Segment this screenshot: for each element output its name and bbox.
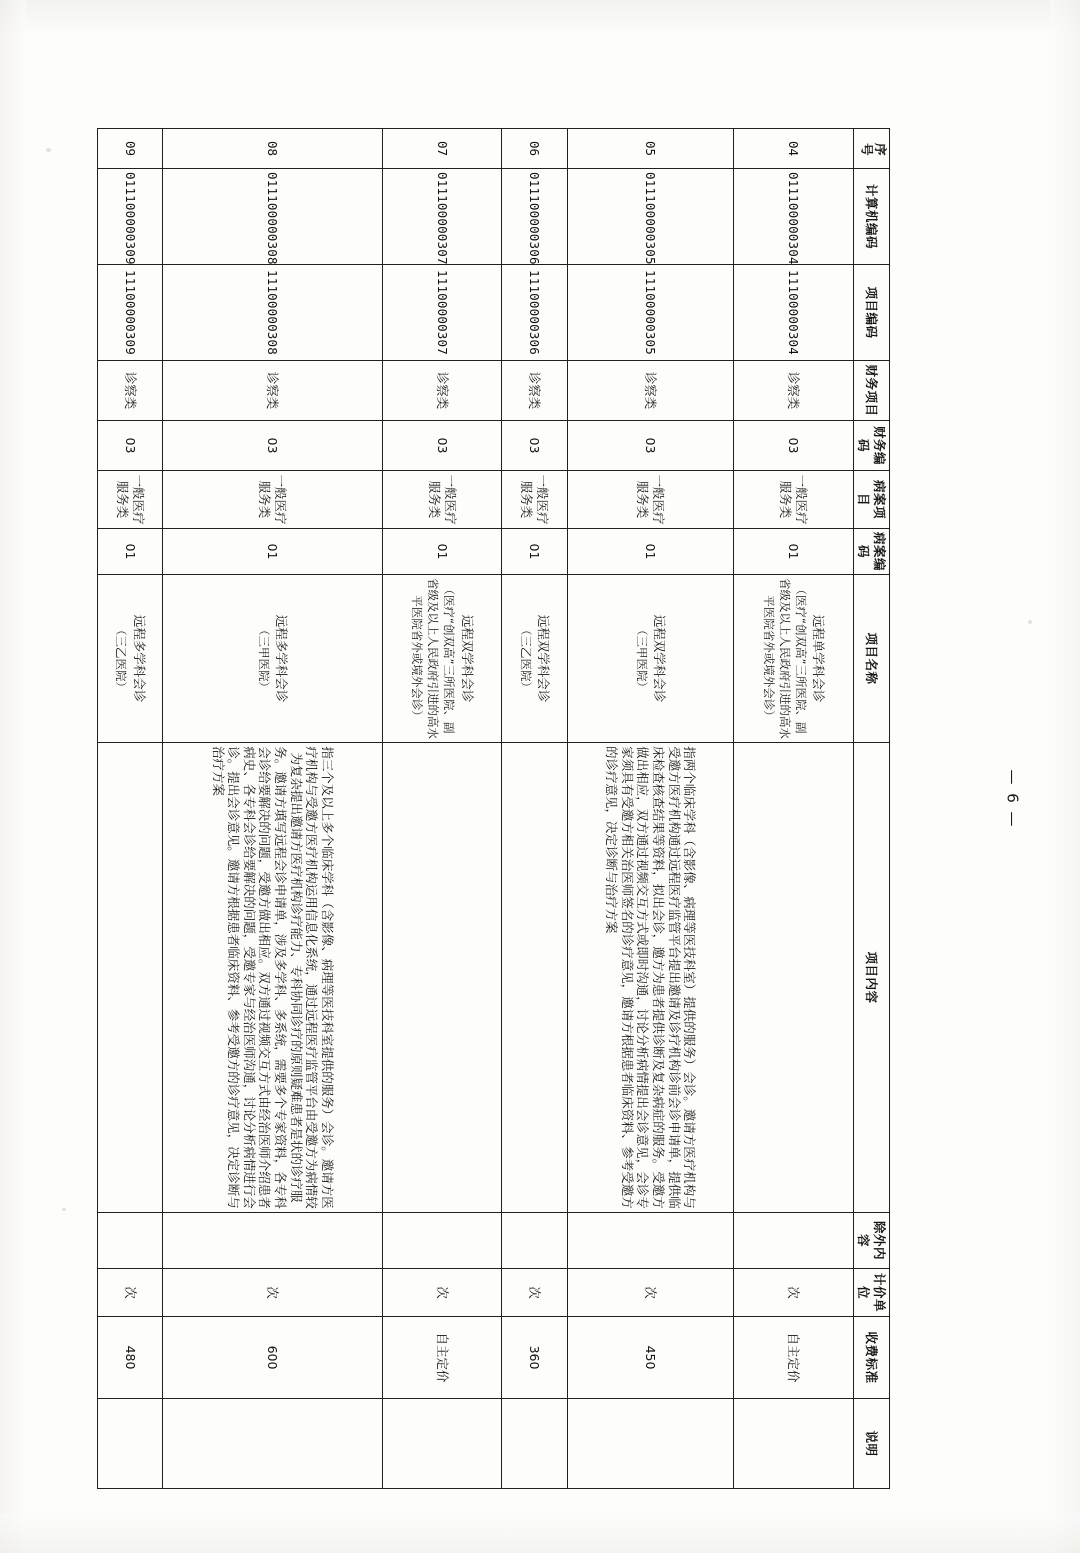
cell-price-standard: 450 <box>567 1317 734 1399</box>
header-item-name-label: 项目名称 <box>864 632 880 685</box>
item-name-main: 远程多学科会诊 <box>274 614 290 703</box>
cell-exclude-content <box>502 1213 567 1269</box>
header-item-content-label: 项目内容 <box>864 951 880 1004</box>
cell-unit: 次 <box>163 1269 382 1317</box>
header-finance-item <box>853 361 889 421</box>
cell-item-content <box>502 743 567 1213</box>
cell-item-content <box>98 743 163 1213</box>
scan-edge-left <box>0 0 26 1553</box>
cell-remark <box>734 1399 854 1489</box>
cell-case-code: 01 <box>163 529 382 575</box>
table-row <box>567 129 734 1489</box>
cell-case-code: 01 <box>734 529 854 575</box>
cell-seq: 06 <box>502 129 567 169</box>
cell-computer-code: 011100000305 <box>567 169 734 265</box>
cell-price-standard: 600 <box>163 1317 382 1399</box>
cell-item-name <box>382 575 502 743</box>
item-name-sub: （三乙医院） <box>518 624 533 693</box>
header-exclude-content <box>853 1213 889 1269</box>
scan-edge-top <box>0 0 1080 36</box>
header-item-code <box>853 265 889 361</box>
cell-price-standard: 自主定价 <box>734 1317 854 1399</box>
cell-item-code: 11100000305 <box>567 265 734 361</box>
cell-finance-code: 03 <box>502 421 567 471</box>
cell-exclude-content <box>567 1213 734 1269</box>
header-finance-item-label: 财务项目 <box>864 364 880 417</box>
header-seq <box>853 129 889 169</box>
cell-case-item: 一般医疗服务类 <box>98 471 163 529</box>
header-unit-label: 计价单位 <box>856 1272 887 1312</box>
cell-item-name <box>734 575 854 743</box>
cell-case-item: 一般医疗服务类 <box>502 471 567 529</box>
cell-item-code: 11100000309 <box>98 265 163 361</box>
item-name-sub: （医疗“创双高”三所医院、副省级及以上人民政府引进的高水平医院省外或境外会诊） <box>410 578 457 739</box>
cell-unit: 次 <box>382 1269 502 1317</box>
item-name-sub: （三乙医院） <box>114 624 129 693</box>
table-row <box>502 129 567 1489</box>
header-case-item-label: 病案项目 <box>856 479 887 519</box>
scan-speck <box>1028 620 1032 624</box>
item-name-sub: （医疗“创双高”三所医院、副省级及以上人民政府引进的高水平医院省外或境外会诊） <box>761 578 808 739</box>
cell-price-standard: 自主定价 <box>382 1317 502 1399</box>
cell-item-code: 11100000304 <box>734 265 854 361</box>
scan-edge-bottom <box>0 1513 1080 1553</box>
cell-remark <box>502 1399 567 1489</box>
header-item-name <box>853 575 889 743</box>
cell-computer-code: 011100000306 <box>502 169 567 265</box>
header-remark-label: 说明 <box>864 1430 880 1457</box>
cell-unit: 次 <box>734 1269 854 1317</box>
cell-case-code: 01 <box>382 529 502 575</box>
cell-item-name <box>98 575 163 743</box>
cell-finance-code: 03 <box>734 421 854 471</box>
header-finance-code-label: 财务编码 <box>856 425 887 465</box>
cell-finance-code: 03 <box>382 421 502 471</box>
table-body <box>98 129 854 1489</box>
header-remark <box>853 1399 889 1489</box>
cell-seq: 05 <box>567 129 734 169</box>
header-case-code <box>853 529 889 575</box>
header-item-code-label: 项目编码 <box>864 286 880 339</box>
cell-finance-item: 诊察类 <box>567 361 734 421</box>
cell-unit: 次 <box>502 1269 567 1317</box>
cell-exclude-content <box>382 1213 502 1269</box>
table-row <box>734 129 854 1489</box>
table-row <box>98 129 163 1489</box>
cell-computer-code: 011100000307 <box>382 169 502 265</box>
medical-service-pricing-table <box>97 128 890 1489</box>
table-row <box>382 129 502 1489</box>
cell-computer-code: 011100000309 <box>98 169 163 265</box>
cell-finance-code: 03 <box>163 421 382 471</box>
cell-exclude-content <box>734 1213 854 1269</box>
header-computer-code-label: 计算机编码 <box>864 183 880 249</box>
cell-item-name <box>567 575 734 743</box>
cell-item-content <box>382 743 502 1213</box>
cell-case-item: 一般医疗服务类 <box>163 471 382 529</box>
item-name-sub: （三甲医院） <box>256 624 271 693</box>
cell-item-name <box>163 575 382 743</box>
header-price-standard <box>853 1317 889 1399</box>
cell-case-item: 一般医疗服务类 <box>734 471 854 529</box>
page-number: — 6 — <box>1003 769 1022 829</box>
cell-finance-item: 诊察类 <box>734 361 854 421</box>
cell-seq: 09 <box>98 129 163 169</box>
item-name-sub: （三甲医院） <box>634 624 649 693</box>
cell-remark <box>163 1399 382 1489</box>
cell-finance-item: 诊察类 <box>502 361 567 421</box>
cell-finance-code: 03 <box>98 421 163 471</box>
header-seq-label: 序号 <box>859 141 887 157</box>
cell-finance-code: 03 <box>567 421 734 471</box>
cell-seq: 04 <box>734 129 854 169</box>
cell-item-name <box>502 575 567 743</box>
cell-finance-item: 诊察类 <box>382 361 502 421</box>
item-name-main: 远程双学科会诊 <box>652 614 668 703</box>
cell-item-content <box>734 743 854 1213</box>
header-finance-code <box>853 421 889 471</box>
item-name-main: 远程单学科会诊 <box>811 614 827 703</box>
table-header-row <box>853 129 889 1489</box>
cell-exclude-content <box>163 1213 382 1269</box>
cell-item-code: 11100000306 <box>502 265 567 361</box>
header-unit <box>853 1269 889 1317</box>
item-name-main: 远程双学科会诊 <box>459 614 475 703</box>
cell-unit: 次 <box>98 1269 163 1317</box>
cell-finance-item: 诊察类 <box>98 361 163 421</box>
cell-unit: 次 <box>567 1269 734 1317</box>
cell-case-code: 01 <box>502 529 567 575</box>
scan-speck <box>46 148 51 152</box>
item-name-main: 远程多学科会诊 <box>132 614 148 703</box>
cell-price-standard: 360 <box>502 1317 567 1399</box>
cell-case-code: 01 <box>98 529 163 575</box>
pricing-table-wrapper <box>95 128 890 1457</box>
cell-case-item: 一般医疗服务类 <box>382 471 502 529</box>
cell-case-item: 一般医疗服务类 <box>567 471 734 529</box>
cell-item-code: 11100000307 <box>382 265 502 361</box>
cell-exclude-content <box>98 1213 163 1269</box>
header-case-code-label: 病案编码 <box>856 532 887 572</box>
item-name-main: 远程双学科会诊 <box>536 614 552 703</box>
cell-price-standard: 480 <box>98 1317 163 1399</box>
header-item-content <box>853 743 889 1213</box>
header-case-item <box>853 471 889 529</box>
cell-finance-item: 诊察类 <box>163 361 382 421</box>
table-row <box>163 129 382 1489</box>
cell-computer-code: 011100000308 <box>163 169 382 265</box>
header-exclude-content-label: 除外内容 <box>856 1220 887 1260</box>
header-price-standard-label: 收费标准 <box>864 1331 880 1384</box>
cell-computer-code: 011100000304 <box>734 169 854 265</box>
cell-remark <box>382 1399 502 1489</box>
cell-item-content: 指两个临床学科（含影像、病理等医技科室）提供的服务）会诊。邀请方医疗机构与受邀方医疗机构通过远程医疗监管平台提出邀请及诊疗机构诊前会诊申请单，提供临床检查核查结果等资料，拟出会诊，邀方为患者提供诊断及复杂病症的服务。受邀方做出相应，双方通过视频交互方式或即时沟通，讨论分析病情提出会诊意见，会诊专家须具有受邀方相关治医师签名的诊疗意见，邀请方根据患者临床资料、参考受邀方的诊疗意见，决定诊断与治疗方案 <box>567 743 734 1213</box>
cell-remark <box>98 1399 163 1489</box>
cell-seq: 08 <box>163 129 382 169</box>
cell-item-code: 11100000308 <box>163 265 382 361</box>
scan-speck <box>62 1208 66 1211</box>
cell-remark <box>567 1399 734 1489</box>
cell-item-content: 指三个及以上多个临床学科（含影像、病理等医技科室提供的服务）会诊。邀请方医疗机构与受邀方医疗机构运用信息化系统，通过远程医疗监管平台由受邀方为病情较为复杂提出邀请方医疗机构诊疗能力、专科协同诊疗的原则疑难患者是状的诊疗服务。邀请方填写远程会诊申请单，涉及多学科、多系统，需要多个专家资料，各专科会诊给要解决的问题，受邀方做出相应。双方通过视频交互方式由经治医师介绍患者病史、各专科会诊给要解决的问题，受邀专家与经治医师沟通，讨论分析病情进行会诊。提出会诊意见。邀请方根据患者临床资料、参考受邀方的诊疗意见，决定诊断与治疗方案 <box>163 743 382 1213</box>
scan-edge-right <box>1050 0 1080 1553</box>
cell-case-code: 01 <box>567 529 734 575</box>
header-computer-code <box>853 169 889 265</box>
cell-seq: 07 <box>382 129 502 169</box>
